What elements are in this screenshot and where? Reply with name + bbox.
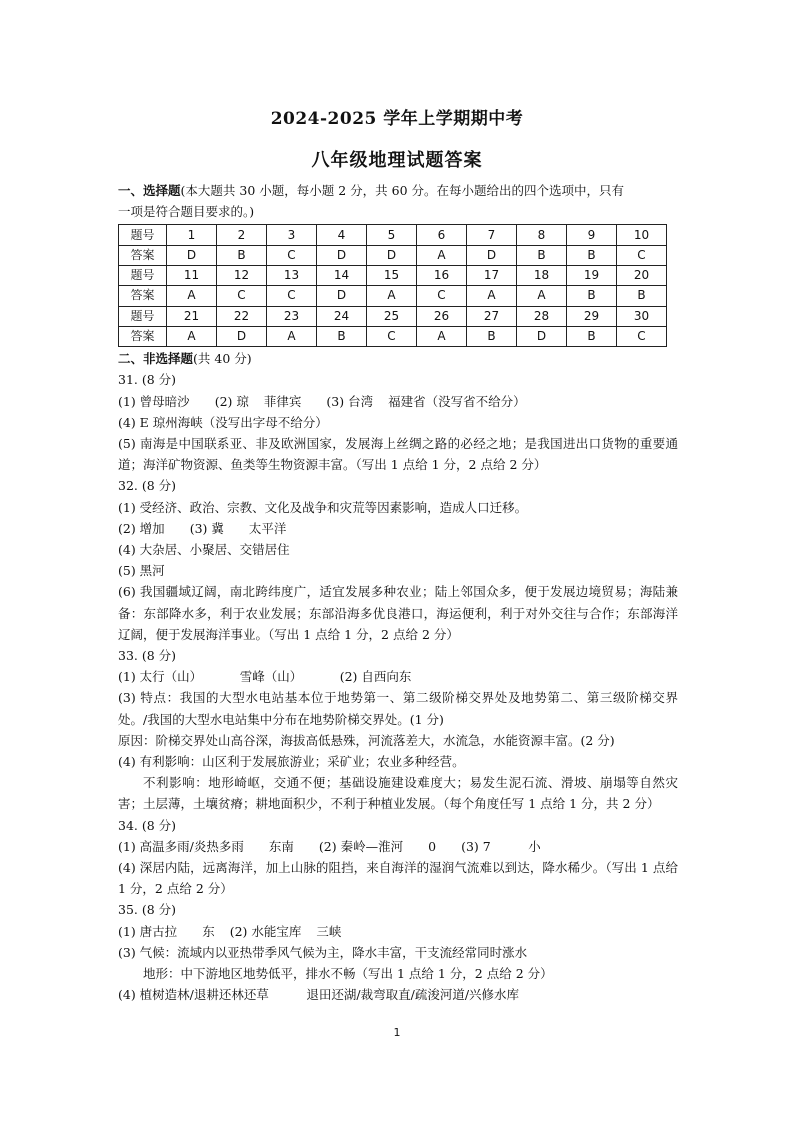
section1-instructions-b: 一项是符合题目要求的。) xyxy=(118,204,255,220)
q34-line2: (4) 深居内陆，远离海洋，加上山脉的阻挡，来自海洋的湿润气流难以到达，降水稀少。（写出 1 点给 1 分，2 点给 2 分） xyxy=(118,860,678,897)
q35-ans4a: (4) 植树造林/退耕还林还草 xyxy=(118,987,269,1003)
question-number-cell: 25 xyxy=(367,306,417,326)
question-number-cell: 16 xyxy=(417,266,467,286)
q35-ans1b: 东 xyxy=(202,923,215,939)
question-number-cell: 28 xyxy=(517,306,567,326)
answer-cell: D xyxy=(217,326,267,346)
question-number-cell: 4 xyxy=(317,225,367,245)
q34-ans2b: 0 xyxy=(428,838,437,854)
answer-cell: B xyxy=(217,245,267,265)
answer-cell: C xyxy=(367,326,417,346)
q31-heading: 31. (8 分) xyxy=(118,372,177,388)
question-number-label-cell: 题号 xyxy=(119,266,167,286)
question-number-cell: 26 xyxy=(417,306,467,326)
q35-ans2a: (2) 水能宝库 xyxy=(229,923,302,939)
q33-heading: 33. (8 分) xyxy=(118,648,177,664)
q33-line3: 原因：阶梯交界处山高谷深，海拔高低悬殊，河流落差大，水流急，水能资源丰富。(2 分) xyxy=(118,732,615,748)
answer-cell: A xyxy=(167,286,217,306)
question-number-cell: 13 xyxy=(267,266,317,286)
answer-cell: A xyxy=(517,286,567,306)
question-number-cell: 22 xyxy=(217,306,267,326)
question-number-cell: 12 xyxy=(217,266,267,286)
question-number-cell: 11 xyxy=(167,266,217,286)
question-number-cell: 19 xyxy=(567,266,617,286)
q35-line2: (3) 气候：流域内以亚热带季风气候为主，降水丰富，干支流经常同时涨水 xyxy=(118,944,528,960)
answer-cell: B xyxy=(567,245,617,265)
q31-ans1: (1) 曾母暗沙 xyxy=(118,393,190,409)
answer-cell: C xyxy=(217,286,267,306)
q31-ans2a: (2) 琼 xyxy=(214,393,249,409)
q34-ans2a: (2) 秦岭—淮河 xyxy=(318,838,404,854)
question-number-label-cell: 题号 xyxy=(119,225,167,245)
section1-instructions-a: (本大题共 30 小题，每小题 2 分，共 60 分。在每小题给出的四个选项中，只有 xyxy=(180,183,624,198)
question-number-cell: 1 xyxy=(167,225,217,245)
question-number-cell: 30 xyxy=(617,306,667,326)
section1-header xyxy=(118,180,678,201)
q35-ans2b: 三峡 xyxy=(316,923,342,939)
answer-cell: C xyxy=(267,245,317,265)
answer-cell: C xyxy=(267,286,317,306)
table-row-answer xyxy=(119,245,667,265)
answer-cell: C xyxy=(617,326,667,346)
q32-line1: (1) 受经济、政治、宗教、文化及战争和灾荒等因素影响，造成人口迁移。 xyxy=(118,499,528,515)
question-number-cell: 6 xyxy=(417,225,467,245)
answer-cell: D xyxy=(367,245,417,265)
question-number-cell: 21 xyxy=(167,306,217,326)
question-number-cell: 23 xyxy=(267,306,317,326)
question-number-cell: 17 xyxy=(467,266,517,286)
section1-heading: 一、选择题 xyxy=(118,183,181,198)
q31-line2: (4) E 琼州海峡（没写出字母不给分） xyxy=(118,414,328,430)
q31-ans2b: 菲律宾 xyxy=(263,393,302,409)
question-number-cell: 20 xyxy=(617,266,667,286)
question-number-cell: 5 xyxy=(367,225,417,245)
answer-table xyxy=(118,224,667,347)
question-number-label-cell: 题号 xyxy=(119,306,167,326)
q35-line4 xyxy=(118,984,678,1005)
answer-cell: B xyxy=(517,245,567,265)
q34-ans3a: (3) 7 xyxy=(461,838,491,854)
answer-cell: B xyxy=(567,326,617,346)
answer-cell: C xyxy=(417,286,467,306)
q32-ans3a: (3) 冀 xyxy=(189,520,224,536)
question-number-cell: 9 xyxy=(567,225,617,245)
page-number: 1 xyxy=(393,1026,401,1039)
q34-ans3b: 小 xyxy=(528,838,541,854)
answer-label-cell: 答案 xyxy=(119,245,167,265)
q32-ans2: (2) 增加 xyxy=(118,520,165,536)
answer-cell: A xyxy=(467,286,517,306)
answer-cell: A xyxy=(417,245,467,265)
question-number-cell: 8 xyxy=(517,225,567,245)
q34-line1 xyxy=(118,836,678,857)
answer-cell: A xyxy=(267,326,317,346)
q33-ans1a: (1) 太行（山） xyxy=(118,669,203,685)
answer-cell: B xyxy=(617,286,667,306)
q33-ans2: (2) 自西向东 xyxy=(339,669,412,685)
q35-line1 xyxy=(118,921,678,942)
answer-cell: D xyxy=(167,245,217,265)
section2-score: (共 40 分) xyxy=(193,351,252,367)
question-number-cell: 15 xyxy=(367,266,417,286)
table-row-question-number xyxy=(119,306,667,326)
question-number-cell: 18 xyxy=(517,266,567,286)
q33-line1 xyxy=(118,666,678,687)
q31-ans3b: 福建省（没写省不给分） xyxy=(388,393,526,409)
answer-label-cell: 答案 xyxy=(119,326,167,346)
question-number-cell: 27 xyxy=(467,306,517,326)
table-row-question-number xyxy=(119,266,667,286)
answer-cell: C xyxy=(617,245,667,265)
q34-ans1a: (1) 高温多雨/炎热多雨 xyxy=(118,838,244,854)
q32-line4: (5) 黑河 xyxy=(118,563,165,579)
q35-ans1a: (1) 唐古拉 xyxy=(118,923,178,939)
answer-cell: A xyxy=(417,326,467,346)
q32-line3: (4) 大杂居、小聚居、交错居住 xyxy=(118,542,290,558)
question-number-cell: 3 xyxy=(267,225,317,245)
section2-heading: 二、非选择题 xyxy=(118,351,194,367)
exam-subtitle: 八年级地理试题答案 xyxy=(311,150,483,171)
answer-cell: D xyxy=(317,286,367,306)
q33-line2: (3) 特点：我国的大型水电站基本位于地势第一、第二级阶梯交界处及地势第二、第三级阶梯交界处。/我国的大型水电站集中分布在地势阶梯交界处。(1 分) xyxy=(118,690,678,727)
question-number-cell: 2 xyxy=(217,225,267,245)
answer-cell: B xyxy=(567,286,617,306)
q33-ans1b: 雪峰（山） xyxy=(239,669,303,685)
question-number-cell: 14 xyxy=(317,266,367,286)
q32-line5: (6) 我国疆域辽阔，南北跨纬度广，适宜发展多种农业；陆上邻国众多，便于发展边境贸易；海陆兼备：东部降水多，利于农业发展；东部沿海多优良港口，海运便利，利于对外交往与合作；东部海洋辽阔，便于发展海洋事业。（写出 1 点给 1 分，2 点给 2 分） xyxy=(118,584,678,642)
q34-heading: 34. (8 分) xyxy=(118,817,177,833)
answer-cell: D xyxy=(467,245,517,265)
q32-line2 xyxy=(118,518,678,539)
q31-line3: (5) 南海是中国联系亚、非及欧洲国家，发展海上丝绸之路的必经之地；是我国进出口货物的重要通道；海洋矿物资源、鱼类等生物资源丰富。（写出 1 点给 1 分，2 点给 2 分） xyxy=(118,436,678,473)
exam-title: 2024-2025 学年上学期期中考 xyxy=(270,109,524,129)
table-row-question-number xyxy=(119,225,667,245)
answer-label-cell: 答案 xyxy=(119,286,167,306)
q33-line4: (4) 有利影响：山区利于发展旅游业；采矿业；农业多种经营。 xyxy=(118,754,465,770)
q35-line3: 地形：中下游地区地势低平，排水不畅（写出 1 点给 1 分，2 点给 2 分） xyxy=(143,966,553,982)
q32-ans3b: 太平洋 xyxy=(248,520,287,536)
q33-line5: 不利影响：地形崎岖，交通不便；基础设施建设难度大；易发生泥石流、滑坡、崩塌等自然灾害；土层薄，土壤贫瘠；耕地面积少，不利于种植业发展。（每个角度任写 1 点给 1 分，共 2 分） xyxy=(118,775,678,812)
question-number-cell: 7 xyxy=(467,225,517,245)
question-number-cell: 10 xyxy=(617,225,667,245)
q31-ans3a: (3) 台湾 xyxy=(326,393,374,409)
question-number-cell: 24 xyxy=(317,306,367,326)
answer-cell: B xyxy=(467,326,517,346)
q35-ans4b: 退田还湖/裁弯取直/疏浚河道/兴修水库 xyxy=(306,987,520,1003)
section2-header xyxy=(118,348,678,369)
answer-cell: B xyxy=(317,326,367,346)
answer-content xyxy=(118,180,678,1005)
question-number-cell: 29 xyxy=(567,306,617,326)
q35-heading: 35. (8 分) xyxy=(118,902,177,918)
answer-cell: A xyxy=(367,286,417,306)
table-row-answer xyxy=(119,326,667,346)
q34-ans1b: 东南 xyxy=(268,838,294,854)
answer-cell: D xyxy=(517,326,567,346)
q32-heading: 32. (8 分) xyxy=(118,478,177,494)
q31-line1 xyxy=(118,391,678,412)
table-row-answer xyxy=(119,286,667,306)
answer-cell: A xyxy=(167,326,217,346)
answer-cell: D xyxy=(317,245,367,265)
